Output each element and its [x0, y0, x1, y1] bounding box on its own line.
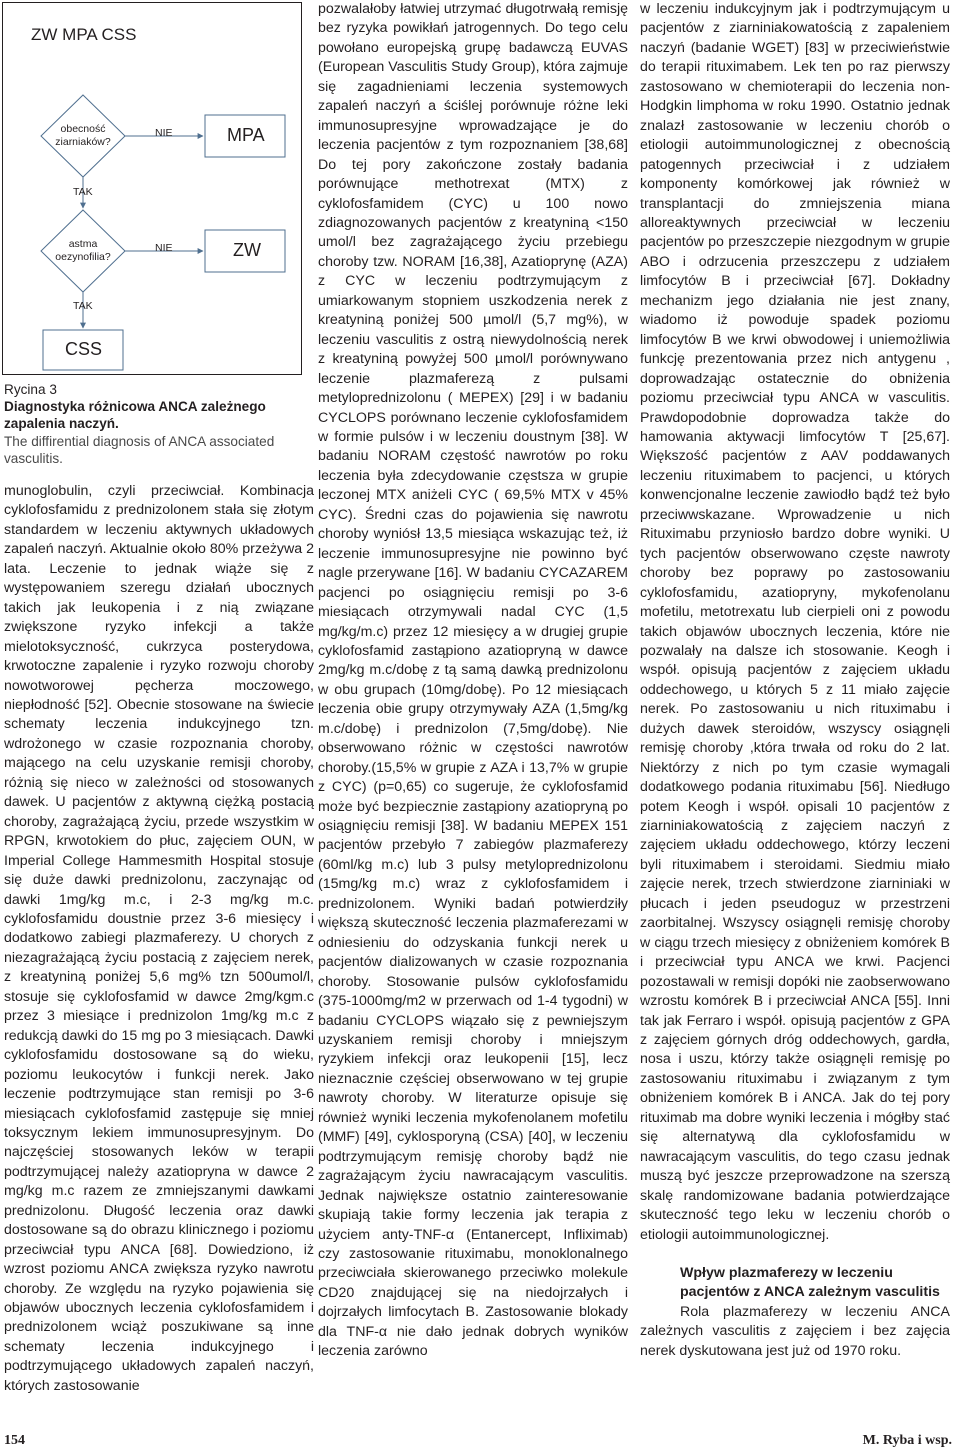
- no-label-1: NIE: [155, 127, 173, 139]
- page-number: 154: [4, 1433, 25, 1448]
- css-label: CSS: [65, 339, 103, 359]
- zw-label: ZW: [233, 240, 261, 260]
- mpa-label: MPA: [227, 125, 265, 145]
- left-column-text: munoglobulin, czyli przeciwciał. Kombinacja cyklofosfamidu z prednizolonem stała się złotym standardem w leczeniu aktywnych układowych zapaleń naczyń. Aktualnie około 80% przeżywa 2 lata. Leczenie to jednak wiąże się z występowaniem szeregu działań ubocznych takich jak leukopenia i z nią związane zwiększone ryzyko infekcji a także mielotoksyczność, cukrzyca posterydowa, krwotoczne zapalenie i ryzyko rozwoju choroby nowotworowej pęcherza moczowego, niepłodność [52]. Obecnie stosowane na świecie schematy leczenia indukcyjnego tzn. wdrożonego w czasie rozpoznania choroby, mającego na celu uzyskanie remisji choroby, różnią się nieco w zależności od stosowanych dawek. U pacjentów z aktywną ciężką postacią choroby, zagrażającą życiu, przede wszystkim w RPGN, krwotokiem do płuc, zajęciem OUN, w Imperial College Hammesmith Hospital stosuje się duże dawki prednizolonu, zaczynając od dawki 1mg/kg m.c, i 2-3 mg/kg m.c. cyklofosfamidu doustnie przez 3-6 miesięcy i dodatkowo zabiegi plazmaferezy. U chorych z niezagrażającą życiu postacią z zajęciem nerek, z kreatyniną poniżej 5,6 mg% tzn 500umol/l, stosuje się cyklofosfamid w dawce 2mg/kgm.c przez 3 miesiące i prednizolon 1mg/kg m.c z redukcją dawki do 15 mg po 3 miesiącach. Dawki cyklofosfamidu dostosowane są do wieku, poziomu leukocytów i funkcji nerek. Jako leczenie podtrzymujące stan remisji po 3-6 miesiącach cyklofosfamid zastępuje się mniej toksycznym lekiem immunosupresyjnym. Do najczęściej stosowanych leków w terapii podtrzymującej należy azatiopryna w dawce 2 mg/kg m.c razem ze zmniejszanymi dawkami prednizolonu. Długość leczenia oraz dawki dostosowane są do obrazu klinicznego i poziomu przeciwciał typu ANCA [68]. Dowiedziono, iż wzrost poziomu ANCA zwiększa ryzyko nawrotu choroby. Ze względu na ryzyko pojawienia się objawów ubocznych leczenia cyklofosfamidem i prednizolonem wciąż poszukiwane są inne schematy leczenia indukcyjnego i podtrzymującego układowych zapaleń naczyń, których zastosowanie: [4, 483, 314, 1394]
- caption-title: Diagnostyka różnicowa ANCA zależnego zapalenia naczyń.: [4, 399, 266, 432]
- right-column-text: w leczeniu indukcyjnym jak i podtrzymującym u pacjentów z ziarniniakowatością z zapaleniem naczyń (badanie WGET) [83] w przeciwieństwie do terapii rituximabem. Lek ten po raz pierwszy zastosowano w chemioterapii do leczenia non-Hodgkin limphoma w roku 1990. Ostatnio jednak znalazł zastosowanie w leczeniu chorób o etiologii autoimmunologicznej z obecnością patogennych przeciwciał i z udziałem komponenty komórkowej jak również w transplantacji do zmniejszenia miana alloreaktywnych przeciwciał w leczeniu pacjentów po przeszczepie niezgodnym w grupie ABO i odrzucenia przeszczepu z udziałem limfocytów B i przeciwciał [67]. Dokładny mechanizm jego działania nie jest znany, wiadomo iż powoduje spadek poziomu limfocytów B we krwi obwodowej i uniemożliwia funkcję prezentowania przez nich antygenu , doprowadzając ostatecznie do obniżenia poziomu przeciwciał typu ANCA w vasculitis. Prawdopodobnie doprowadza także do hamowania aktywacji limfocytów T [25,67]. Większość pacjentów z AAV poddawanych leczeniu rituximabem to pacjenci, u których konwencjonalne leczenie zawiodło bądź też było przeciwwskazane. Wprowadzenie u nich Rituximabu przyniosło bardzo dobre wyniki. U tych pacjentów obserwowano częste nawroty choroby bez poprawy po zastosowaniu cyklofosfamidu, azatiopryny, mykofenolanu mofetilu, metotrexatu lub cierpieli oni z powodu takich objawów ubocznych leczenia, które nie pozwalały na dalsze ich stosowanie. Keogh i współ. opisują pacjentów z zajęciem układu oddechowego, u których 5 z 11 miało zajęcie nerek. Po zastosowaniu u nich rituximabu i dużych dawek steroidów, wszyscy osiągnęli remisję choroby ,która trwała od roku do 2 lat. Niektórzy z nich po tym czasie wymagali dodatkowego podania rituximabu [56]. Niedługo potem Keogh i współ. opisali 10 pacjentów z ziarniniakowatością z zajęciem naczyń z zajęciem układu oddechowego, którzy leczeni byli rituximabem i steroidami. Siedmiu miało zajęcie nerek, trzech stwierdzone ziarniniaki w płucach i jeden pseudoguz w przestrzeni zaorbitalnej. Wszyscy osiągnęli remisję choroby w ciągu trzech miesięcy z obniżeniem komórek B i przeciwciał typu ANCA we krwi. Pacjenci pozostawali w remisji dopóki nie zaobserwowano wzrostu komórek B i przeciwciał ANCA [55]. Inni tak jak Ferraro i współ. opisują pacjentów z GPA z zajęciem górnych dróg oddechowych, gardła, nosa i uszu, którzy także osiągnęli remisję po zastosowaniu rituximabu i związanym z tym obniżeniem komórek B i ANCA. Jak do tej pory rituximab ma dobre wyniki leczenia i mógłby stać się alternatywą dla cyklofosfamidu w nawracającym vasculitis, do tego czasu jednak muszą być jeszcze przeprowadzone na szerszą skalę randomizowane badania potwierdzające skuteczność tego leku w leczeniu chorób o etiologii autoimmunologicznej.: [640, 1, 950, 1243]
- figure-title: ZW MPA CSS: [31, 25, 137, 44]
- footer-authors: M. Ryba i wsp.: [862, 1433, 952, 1448]
- right-column: [640, 0, 950, 1361]
- flowchart-lines: [3, 3, 303, 376]
- no-label-2: NIE: [155, 242, 173, 254]
- decision-2-label: [45, 238, 121, 264]
- decision-2-line-2: oezynofilia?: [55, 251, 111, 263]
- caption-label: Rycina 3: [4, 382, 57, 397]
- section-heading: Wpływ plazmaferezy w leczeniu pacjentów z ANCA zależnym vasculitis: [680, 1265, 940, 1301]
- section-text: Rola plazmaferezy w leczeniu ANCA zależnych vasculitis z zajęciem i bez zajęcia nerek dyskutowana jest już od 1970 roku.: [640, 1303, 950, 1359]
- left-column: [4, 482, 314, 1396]
- decision-2-line-1: astma: [68, 238, 98, 250]
- middle-column-text: pozwalałoby łatwiej utrzymać długotrwałą remisję bez ryzyka powikłań jatrogennych. Do tego celu powołano europejską grupę badawczą EUVAS (European Vasculitis Study Group), która zajmuje się zagadnieniami leczenia systemowych zapaleń naczyń a ściślej porównuje różne leki immunosupresyjne wprowadzające je do leczenia pacjentów z tym rozpoznaniem [38,68] Do tej pory zakończone zostały badania porównujące methotrexat (MTX) z cyklofosfamidem (CYC) u 100 nowo zdiagnozowanych pacjentów z kreatyniną <150 umol/l bez zagrażającego życiu przebiegu choroby tzw. NORAM [16,38], Azatioprynę (AZA) z CYC w leczeniu podtrzymującym z umiarkowanym stopniem uszkodzenia nerek z kreatyniną poniżej 500 µmol/l (5,7 mg%), w leczeniu vasculitis z ostrą niewydolnością nerek z kreatyniną powyżej 500 µmol/l porównywano leczenie plazmaferezą z pulsami metyloprednizolonu ( MEPEX) [29] i w badaniu CYCLOPS porównano leczenie cyklofosfamidem w formie pulsów i w leczeniu doustnym [38]. W badaniu NORAM częstość nawrotów po roku leczenia była zdecydowanie częstsza w grupie leczonej MTX aniżeli CYC ( 69,5% MTX v 45% CYC). Średni czas do pojawienia się nawrotu choroby wyniósł 13,5 miesiąca wskazując też, iż leczenie immunosupresyjne nie powinno być nagle przerywane [16]. W badaniu CYCAZAREM pacjenci po osiągnięciu remisji po 3-6 miesiącach otrzymywali nadal CYC (1,5 mg/kg/m.c) przez 12 miesięcy a w drugiej grupie cyklofosfamid zastąpiono azatiopryną w dawce 2mg/kg m.c/dobę z tą samą dawką prednizolonu w obu grupach (10mg/dobę). Po 12 miesiącach leczenia obie grupy otrzymywały AZA (1,5mg/kg m.c/dobę) i prednizolon (7,5mg/dobę). Nie obserwowano różnic w częstości nawrotów choroby.(15,5% w grupie z AZA i 13,7% w grupie z CYC) (p=0,65) co sugeruje, że cyklofosfamid może być bezpiecznie zastąpiony azatiopryną po osiągnięciu remisji [38]. W badaniu MEPEX 151 pacjentów przebyło 7 zabiegów plazmaferezy (60ml/kg m.c) lub 3 pulsy metyloprednizolonu (15mg/kg m.c) wraz z cyklofosfamidem i prednizolonem. Wyniki badań potwierdziły większą skuteczność leczenia plazmaferezami w odniesieniu do odzyskania funkcji nerek u pacjentów dializowanych w czasie rozpoznania choroby. Stosowanie pulsów cyklofosfamidu (375-1000mg/m2 w przerwach od 1-4 tygodni) w badaniu CYCLOPS wiązało się z pewniejszym uzyskaniem remisji choroby i mniejszym ryzykiem infekcji oraz leukopenii [15], lecz nieznacznie częściej obserwowano w tej grupie nawroty choroby. W literaturze opisuje się również wyniki leczenia mykofenolanem mofetilu (MMF) [49], cyklosporyną (CSA) [40], w leczeniu podtrzymującym remisję choroby bądź nie zagrażającym życiu nawracającym vasculitis. Jednak największe ostatnio zainteresowanie skupiają takie formy leczenia jak terapia z użyciem anty-TNF-α (Entanercept, Infliximab) czy zastosowanie rituximabu, monoklonalnego przeciwciała skierowanego przeciwko molekule CD20 znajdującej się na niedojrzałych i dojrzałych limfocytach B. Zastosowanie blokady dla TNF-α nie dało jednak dobrych wyników leczenia zarówno: [318, 1, 628, 1360]
- decision-1-line-2: ziarniaków?: [55, 136, 111, 148]
- yes-label-1: TAK: [73, 186, 93, 198]
- middle-column: [318, 0, 628, 1362]
- decision-1-label: [45, 123, 121, 149]
- decision-1-line-1: obecność: [60, 123, 106, 135]
- caption-english: The diffirential diagnosis of ANCA associated vasculitis.: [4, 433, 275, 466]
- yes-label-2: TAK: [73, 300, 93, 312]
- flowchart-figure: [2, 2, 302, 375]
- figure-caption: [4, 381, 314, 467]
